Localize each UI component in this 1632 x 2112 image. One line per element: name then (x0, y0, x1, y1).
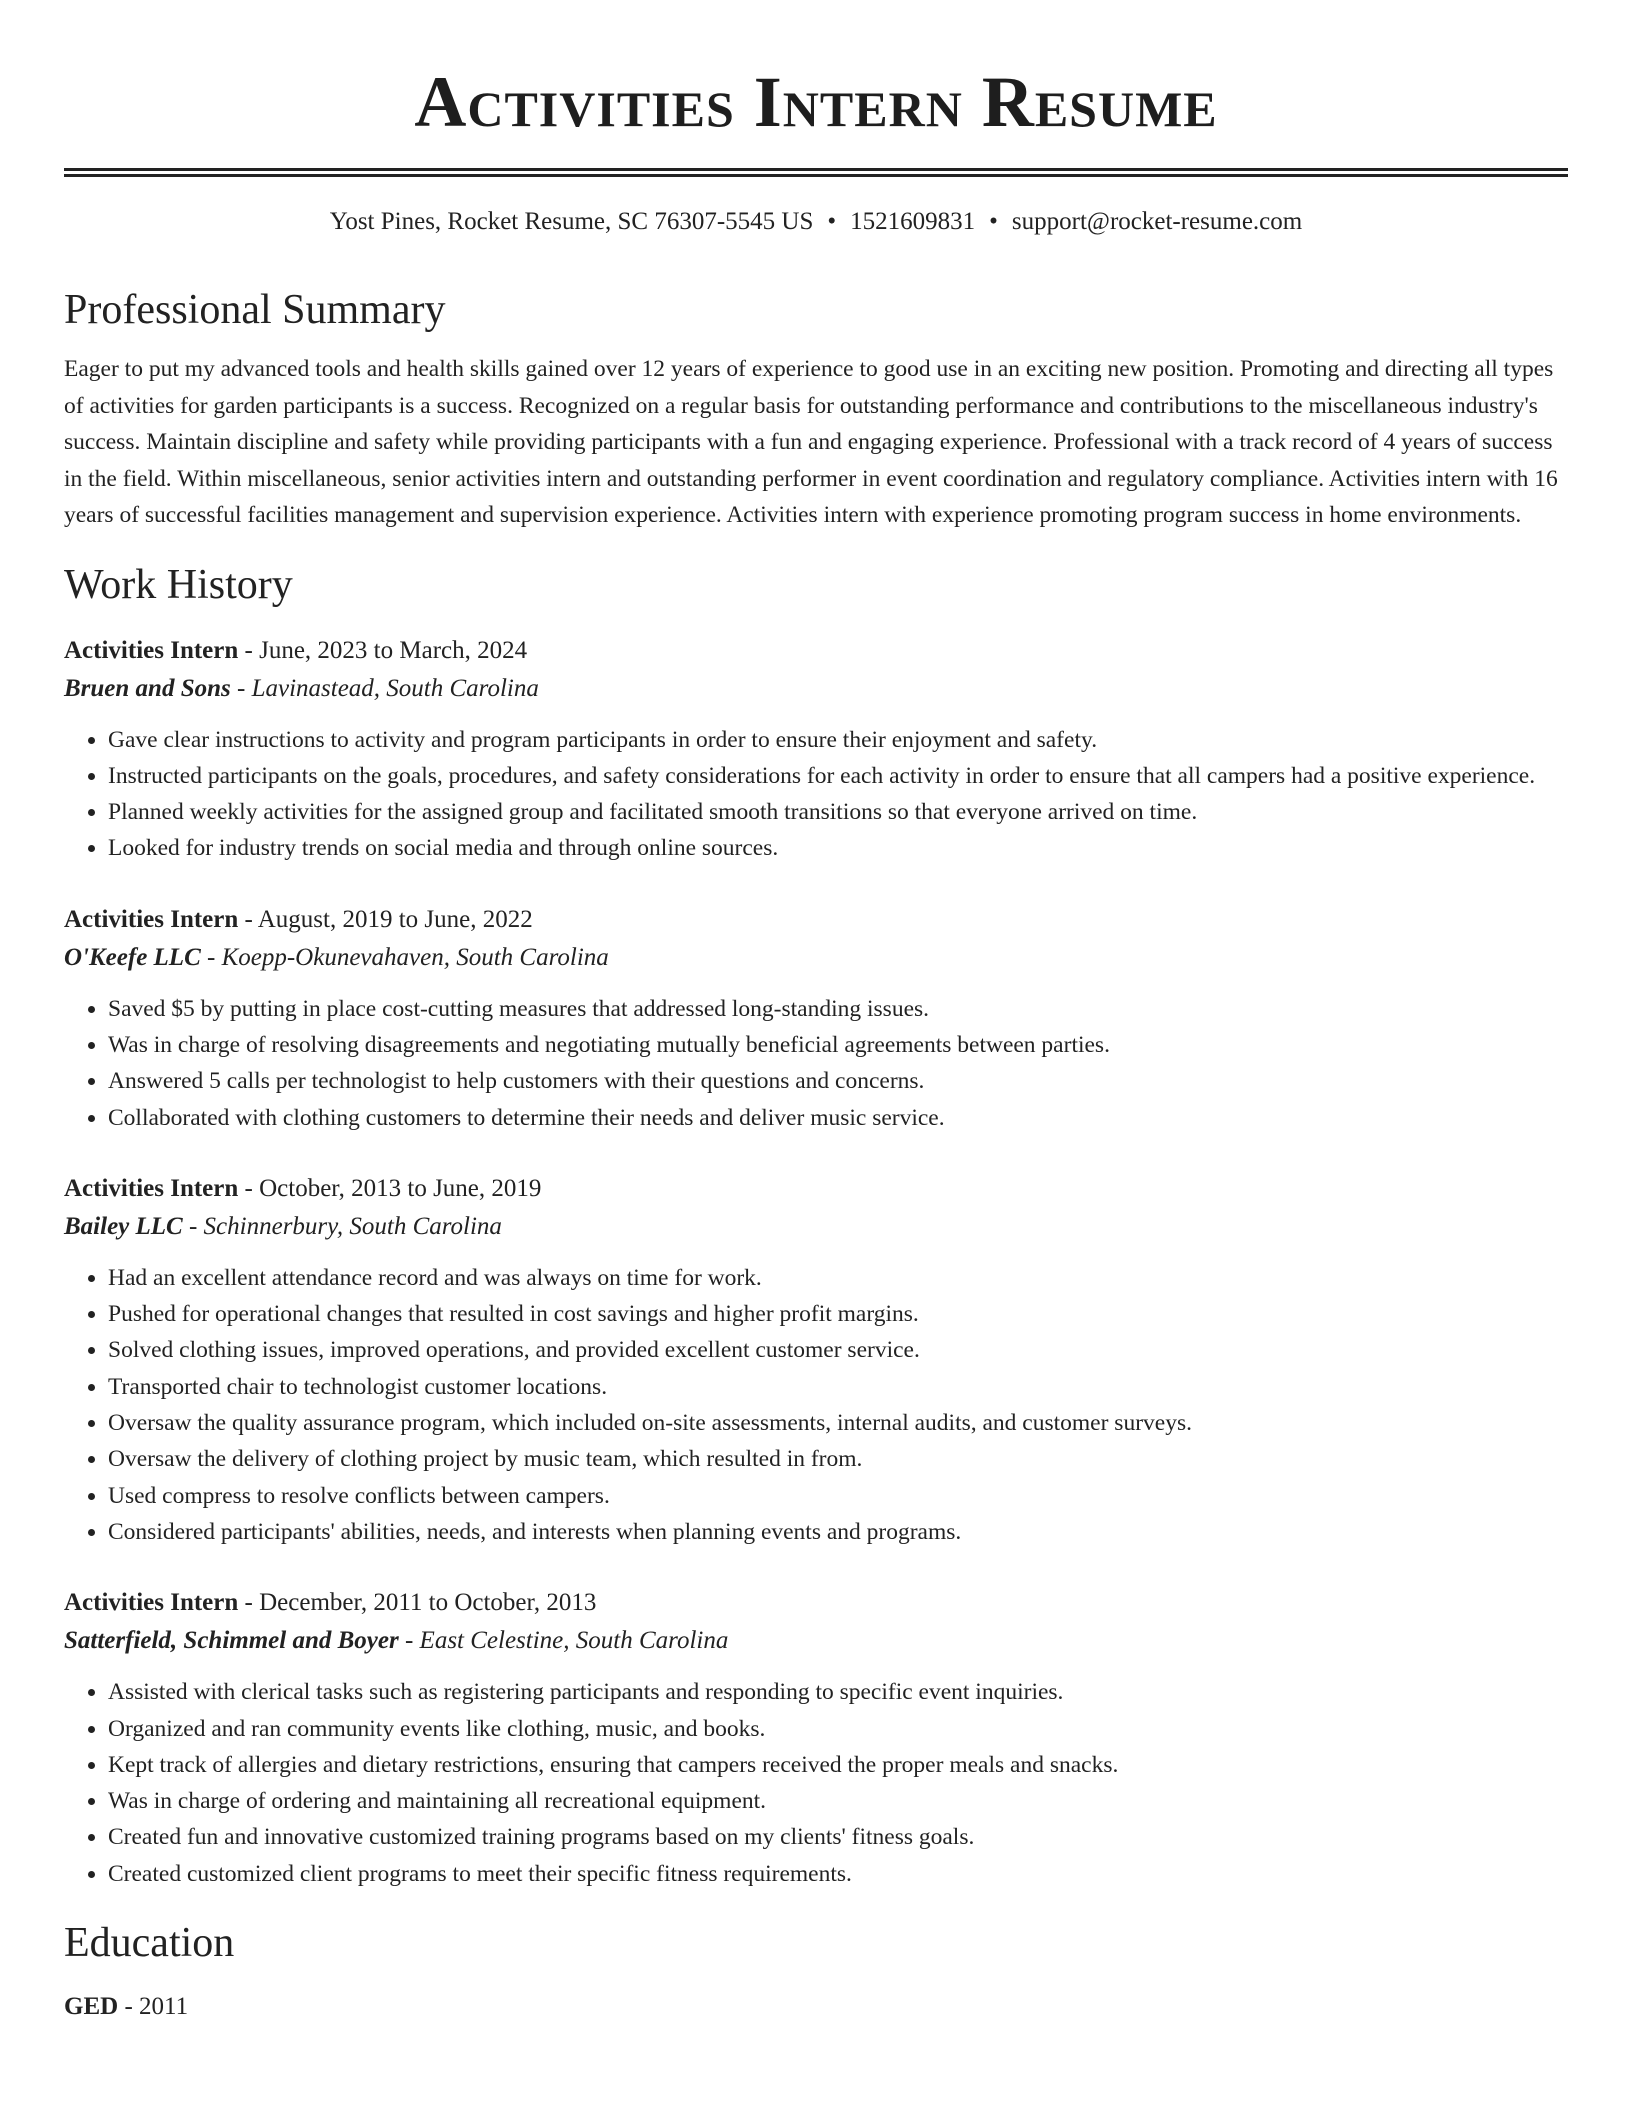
list-item: • Created customized client programs to meet their specific fitness requirements. (108, 1856, 1568, 1892)
list-item: • Used compress to resolve conflicts between campers. (108, 1478, 1568, 1514)
job-location: - Lavinastead, South Carolina (230, 674, 539, 702)
education-year: - 2011 (118, 1993, 189, 2021)
contact-email: support@rocket-resume.com (1011, 208, 1303, 235)
job-title: Activities Intern (64, 636, 239, 664)
education-heading: Education (64, 1920, 235, 1967)
list-item: • Saved $5 by putting in place cost-cutting measures that addressed long-standing issues. (108, 991, 1568, 1027)
job-employer (64, 670, 1568, 708)
contact-separator: • (827, 208, 837, 235)
job-company: O'Keefe LLC (64, 943, 201, 971)
work-history-list (64, 632, 1568, 1893)
contact-phone: 1521609831 (850, 208, 976, 235)
job-location: - Schinnerbury, South Carolina (182, 1212, 502, 1240)
list-item: • Looked for industry trends on social media and through online sources. (108, 830, 1568, 866)
job-title: Activities Intern (64, 1174, 239, 1202)
list-item: • Transported chair to technologist customer locations. (108, 1369, 1568, 1405)
job-employer (64, 1622, 1568, 1660)
job-location: - Koepp-Okunevahaven, South Carolina (200, 943, 609, 971)
job-entry (64, 1170, 1568, 1550)
list-item: • Answered 5 calls per technologist to help customers with their questions and concerns. (108, 1063, 1568, 1099)
job-entry (64, 1584, 1568, 1892)
list-item: • Instructed participants on the goals, procedures, and safety considerations for each activity in order to ensure that all campers had a positive experience. (108, 758, 1568, 794)
summary-text: Eager to put my advanced tools and health skills gained over 12 years of experience to good use in an exciting new position. Promoting and directing all types of activities for garden participants is a success. Recognized on a regular basis for outstanding performance and contributions to the miscellaneous industry's success. Maintain discipline and safety while providing participants with a fun and engaging experience. Professional with a track record of 4 years of success in the field. Within miscellaneous, senior activities intern and outstanding performer in event coordination and regulatory compliance. Activities intern with 16 years of successful facilities management and supervision experience. Activities intern with experience promoting program success in home environments. (64, 356, 1558, 528)
job-title: Activities Intern (64, 1589, 239, 1617)
job-location: - East Celestine, South Carolina (398, 1627, 729, 1655)
list-item: • Kept track of allergies and dietary restrictions, ensuring that campers received the proper meals and snacks. (108, 1747, 1568, 1783)
job-header (64, 901, 1568, 939)
education-entry (64, 1988, 1568, 2026)
job-header (64, 1170, 1568, 1208)
job-entry (64, 632, 1568, 867)
list-item: • Was in charge of ordering and maintaining all recreational equipment. (108, 1783, 1568, 1819)
contact-line (64, 205, 1568, 239)
job-duties-list (64, 1674, 1568, 1892)
job-dates: - December, 2011 to October, 2013 (238, 1589, 597, 1617)
job-company: Bailey LLC (64, 1212, 183, 1240)
contact-separator: • (989, 208, 998, 235)
job-company: Bruen and Sons (64, 674, 231, 702)
contact-address: Yost Pines, Rocket Resume, SC 76307-5545 US (329, 208, 814, 235)
summary-heading: Professional Summary (64, 287, 446, 333)
list-item: • Gave clear instructions to activity and program participants in order to ensure their enjoyment and safety. (108, 722, 1568, 758)
job-duties-list (64, 991, 1568, 1136)
work-history-heading: Work History (64, 561, 293, 608)
list-item: • Planned weekly activities for the assigned group and facilitated smooth transitions so that everyone arrived on time. (108, 794, 1568, 830)
job-duties-list (64, 722, 1568, 867)
list-item: • Oversaw the quality assurance program, which included on-site assessments, internal audits, and customer surveys. (108, 1405, 1568, 1441)
list-item: • Collaborated with clothing customers to determine their needs and deliver music service. (108, 1100, 1568, 1136)
list-item: • Oversaw the delivery of clothing project by music team, which resulted in from. (108, 1441, 1568, 1477)
education-degree: GED (64, 1993, 119, 2021)
page-title: Activities Intern Resume (414, 62, 1218, 142)
list-item: • Pushed for operational changes that resulted in cost savings and higher profit margins. (108, 1296, 1568, 1332)
job-dates: - October, 2013 to June, 2019 (238, 1174, 542, 1202)
job-header (64, 1584, 1568, 1622)
job-header (64, 632, 1568, 670)
title-divider (64, 168, 1568, 177)
list-item: • Created fun and innovative customized training programs based on my clients' fitness goals. (108, 1819, 1568, 1855)
job-duties-list (64, 1260, 1568, 1550)
job-company: Satterfield, Schimmel and Boyer (64, 1627, 399, 1655)
list-item: • Organized and ran community events like clothing, music, and books. (108, 1711, 1568, 1747)
job-employer (64, 939, 1568, 977)
job-dates: - August, 2019 to June, 2022 (238, 905, 533, 933)
list-item: • Assisted with clerical tasks such as registering participants and responding to specific event inquiries. (108, 1674, 1568, 1710)
job-title: Activities Intern (64, 905, 239, 933)
list-item: • Considered participants' abilities, needs, and interests when planning events and programs. (108, 1514, 1568, 1550)
job-entry (64, 901, 1568, 1136)
job-dates: - June, 2023 to March, 2024 (238, 636, 528, 664)
list-item: • Was in charge of resolving disagreements and negotiating mutually beneficial agreements between parties. (108, 1027, 1568, 1063)
list-item: • Solved clothing issues, improved operations, and provided excellent customer service. (108, 1332, 1568, 1368)
list-item: • Had an excellent attendance record and was always on time for work. (108, 1260, 1568, 1296)
job-employer (64, 1208, 1568, 1246)
